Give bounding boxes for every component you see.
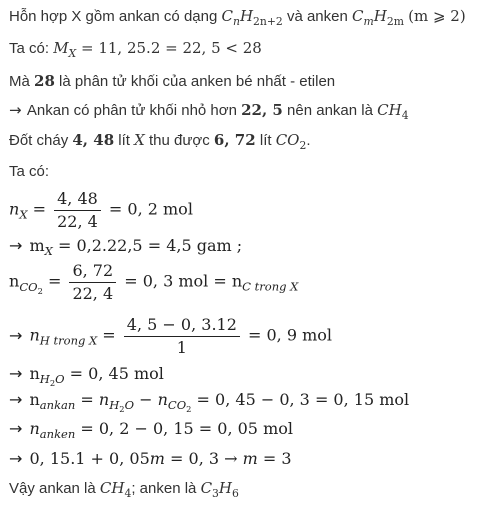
line-combustion: Đốt cháy 4, 48 lít X thu được 6, 72 lít $CO_2$. xyxy=(9,131,311,152)
line-n-anken: → $n_{anken} = 0$, 2 − 0, 15 = 0, 05 mol xyxy=(9,419,293,442)
line-intro: Hỗn hợp X gồm ankan có dạng $C_nH_{2n+2}$ và anken $C_mH_{2m}$ (m ⩾ 2) xyxy=(9,7,466,28)
fraction: $\frac{6, 72}{22, 4}$ xyxy=(69,262,116,302)
arrow-icon: → xyxy=(9,364,23,383)
arrow-icon: → xyxy=(9,419,23,438)
line-molar-mass: Ta có: $M_X = 11$, 25.2 = 22, 5 < 28 xyxy=(9,39,262,60)
line-solve-m: → 0, 15.1 + 0, 05m = 0, 3 → m = 3 xyxy=(9,449,292,468)
fraction: $\frac{4, 5 - 0, 3.12}{1}$ xyxy=(124,316,240,356)
arrow-icon: → xyxy=(9,101,22,119)
arrow-icon: → xyxy=(9,449,23,468)
line-ta-co: Ta có: xyxy=(9,163,50,180)
arrow-icon: → xyxy=(9,236,23,255)
line-m-x: → $m_X = 0,2.22,5 = 4,5$ gam ; xyxy=(9,236,243,259)
line-ankan-ch4: → Ankan có phân tử khối nhỏ hơn 22, 5 nên ankan là $CH_4$ xyxy=(9,101,409,122)
line-n-ankan: → $n_{ankan} = n_{H_2O} - n_{CO_2} = 0$, 45 − 0, 3 = 0, 15 mol xyxy=(9,390,410,414)
fraction: $\frac{4, 48}{22, 4}$ xyxy=(54,190,101,230)
line-n-co2: $n_{CO_2}$ = $\frac{6, 72}{22, 4}$ = 0, 3 mol = $n_{C trong X}$ xyxy=(9,261,299,303)
line-n-x: $n_X$ = $\frac{4, 48}{22, 4}$ = 0, 2 mol xyxy=(9,189,193,231)
line-conclusion: Vậy ankan là $CH_4$; anken là $C_3H_6$ xyxy=(9,479,239,500)
line-ethylene: Mà 28 là phân tử khối của anken bé nhất - etilen xyxy=(9,72,336,90)
line-n-h: → $n_{H trong X}$ = $\frac{4, 5 - 0, 3.12}{1}$ = 0, 9 mol xyxy=(9,315,333,357)
arrow-icon: → xyxy=(9,390,23,409)
line-n-h2o: → $n_{H_2O} = 0$, 45 mol xyxy=(9,364,164,388)
arrow-icon: → xyxy=(9,325,23,345)
